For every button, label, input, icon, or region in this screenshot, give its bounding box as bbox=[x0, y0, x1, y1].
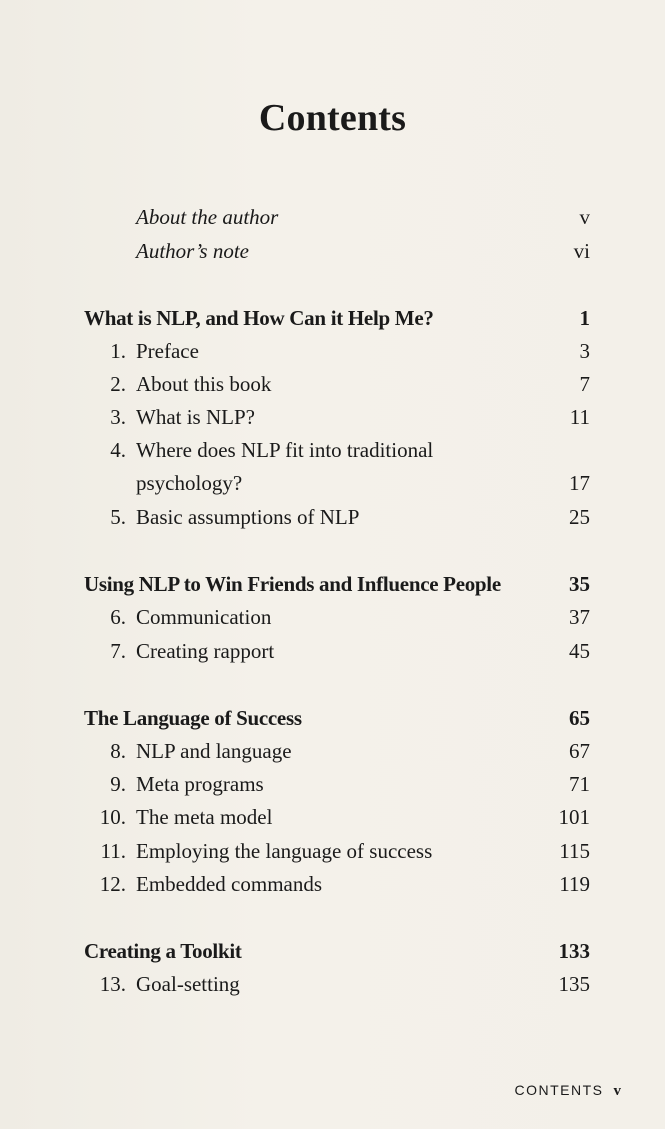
toc-section-heading[interactable] bbox=[84, 936, 590, 966]
toc-chapter-number: 9. bbox=[110, 772, 126, 796]
toc-chapter-entry[interactable] bbox=[84, 802, 590, 832]
toc-section-heading[interactable] bbox=[84, 569, 590, 599]
toc-chapter-entry[interactable] bbox=[84, 836, 590, 866]
toc-chapter-title: Creating rapport bbox=[136, 639, 275, 663]
toc-chapter-title: About this book bbox=[136, 372, 272, 396]
toc-page-number: 1 bbox=[579, 306, 590, 330]
toc-chapter-entry[interactable] bbox=[84, 736, 590, 766]
toc-page-number: 17 bbox=[569, 471, 590, 495]
toc-chapter-title: NLP and language bbox=[136, 739, 292, 763]
toc-chapter-entry[interactable] bbox=[84, 869, 590, 899]
toc-section-heading[interactable] bbox=[84, 303, 590, 333]
toc-section-title: The Language of Success bbox=[84, 706, 302, 730]
toc-page-number: vi bbox=[573, 239, 590, 263]
toc-chapter-number: 1. bbox=[110, 339, 126, 363]
toc-chapter-number: 2. bbox=[110, 372, 126, 396]
toc-section-title: What is NLP, and How Can it Help Me? bbox=[84, 306, 434, 330]
toc-chapter-title: What is NLP? bbox=[136, 405, 255, 429]
toc-chapter-number: 7. bbox=[110, 639, 126, 663]
toc-chapter-number: 12. bbox=[99, 872, 126, 896]
toc-chapter-entry[interactable] bbox=[84, 336, 590, 366]
toc-chapter-number: 11. bbox=[100, 839, 126, 863]
toc-page-number: 3 bbox=[579, 339, 590, 363]
toc-page-number: 11 bbox=[569, 405, 590, 429]
toc-page-number: v bbox=[579, 205, 590, 229]
toc-chapter-number: 6. bbox=[110, 605, 126, 629]
toc-chapter-number: 5. bbox=[110, 505, 126, 529]
toc-page-number: 67 bbox=[569, 739, 590, 763]
toc-chapter-title: Communication bbox=[136, 605, 272, 629]
toc-chapter-number: 13. bbox=[99, 972, 126, 996]
running-footer bbox=[515, 1082, 622, 1100]
toc-page-number: 71 bbox=[569, 772, 590, 796]
toc-page-number: 37 bbox=[569, 605, 590, 629]
toc-chapter-entry[interactable] bbox=[84, 636, 590, 666]
toc-entry-about-author[interactable] bbox=[84, 202, 590, 232]
footer-page-number: v bbox=[613, 1083, 621, 1099]
toc-chapter-title: Meta programs bbox=[136, 772, 264, 796]
toc-entry-label: About the author bbox=[136, 205, 279, 229]
toc-page-number: 7 bbox=[579, 372, 590, 396]
toc-chapter-title: Preface bbox=[136, 339, 199, 363]
toc-section-title: Creating a Toolkit bbox=[84, 939, 242, 963]
toc-entry-label: Author’s note bbox=[136, 239, 249, 263]
toc-chapter-number: 4. bbox=[110, 438, 126, 462]
toc-chapter-title: The meta model bbox=[136, 805, 273, 829]
toc-chapter-title: Employing the language of success bbox=[136, 839, 433, 863]
toc-section-title: Using NLP to Win Friends and Influence People bbox=[84, 572, 501, 596]
toc-entry-authors-note[interactable] bbox=[84, 236, 590, 266]
toc-chapter-number: 8. bbox=[110, 739, 126, 763]
toc-chapter-entry[interactable] bbox=[84, 369, 590, 399]
toc-chapter-number: 3. bbox=[110, 405, 126, 429]
toc-chapter-number: 10. bbox=[99, 805, 126, 829]
toc-page-number: 101 bbox=[558, 805, 590, 829]
toc-chapter-entry[interactable] bbox=[84, 602, 590, 632]
toc-chapter-title: Embedded commands bbox=[136, 872, 323, 896]
toc-chapter-entry[interactable] bbox=[84, 969, 590, 999]
toc-section-heading[interactable] bbox=[84, 703, 590, 733]
toc-chapter-title-continued: psychology? bbox=[136, 471, 243, 495]
toc-chapter-entry-continued[interactable] bbox=[84, 468, 590, 498]
toc-chapter-entry[interactable] bbox=[84, 435, 590, 465]
toc-chapter-entry[interactable] bbox=[84, 502, 590, 532]
toc-page-number: 115 bbox=[559, 839, 590, 863]
page-title: Contents bbox=[258, 97, 407, 139]
toc-page-number: 119 bbox=[559, 872, 590, 896]
toc-chapter-entry[interactable] bbox=[84, 769, 590, 799]
toc-chapter-entry[interactable] bbox=[84, 402, 590, 432]
toc-page-number: 65 bbox=[569, 706, 590, 730]
toc-page-number: 133 bbox=[558, 939, 590, 963]
footer-label: CONTENTS bbox=[514, 1082, 604, 1098]
toc-chapter-title: Goal-setting bbox=[136, 972, 240, 996]
toc-page-number: 25 bbox=[569, 505, 590, 529]
toc-page-number: 135 bbox=[558, 972, 590, 996]
toc-page-number: 45 bbox=[569, 639, 590, 663]
toc-chapter-title: Where does NLP fit into traditional bbox=[136, 438, 434, 462]
toc-page-number: 35 bbox=[569, 572, 590, 596]
toc-chapter-title: Basic assumptions of NLP bbox=[136, 505, 360, 529]
